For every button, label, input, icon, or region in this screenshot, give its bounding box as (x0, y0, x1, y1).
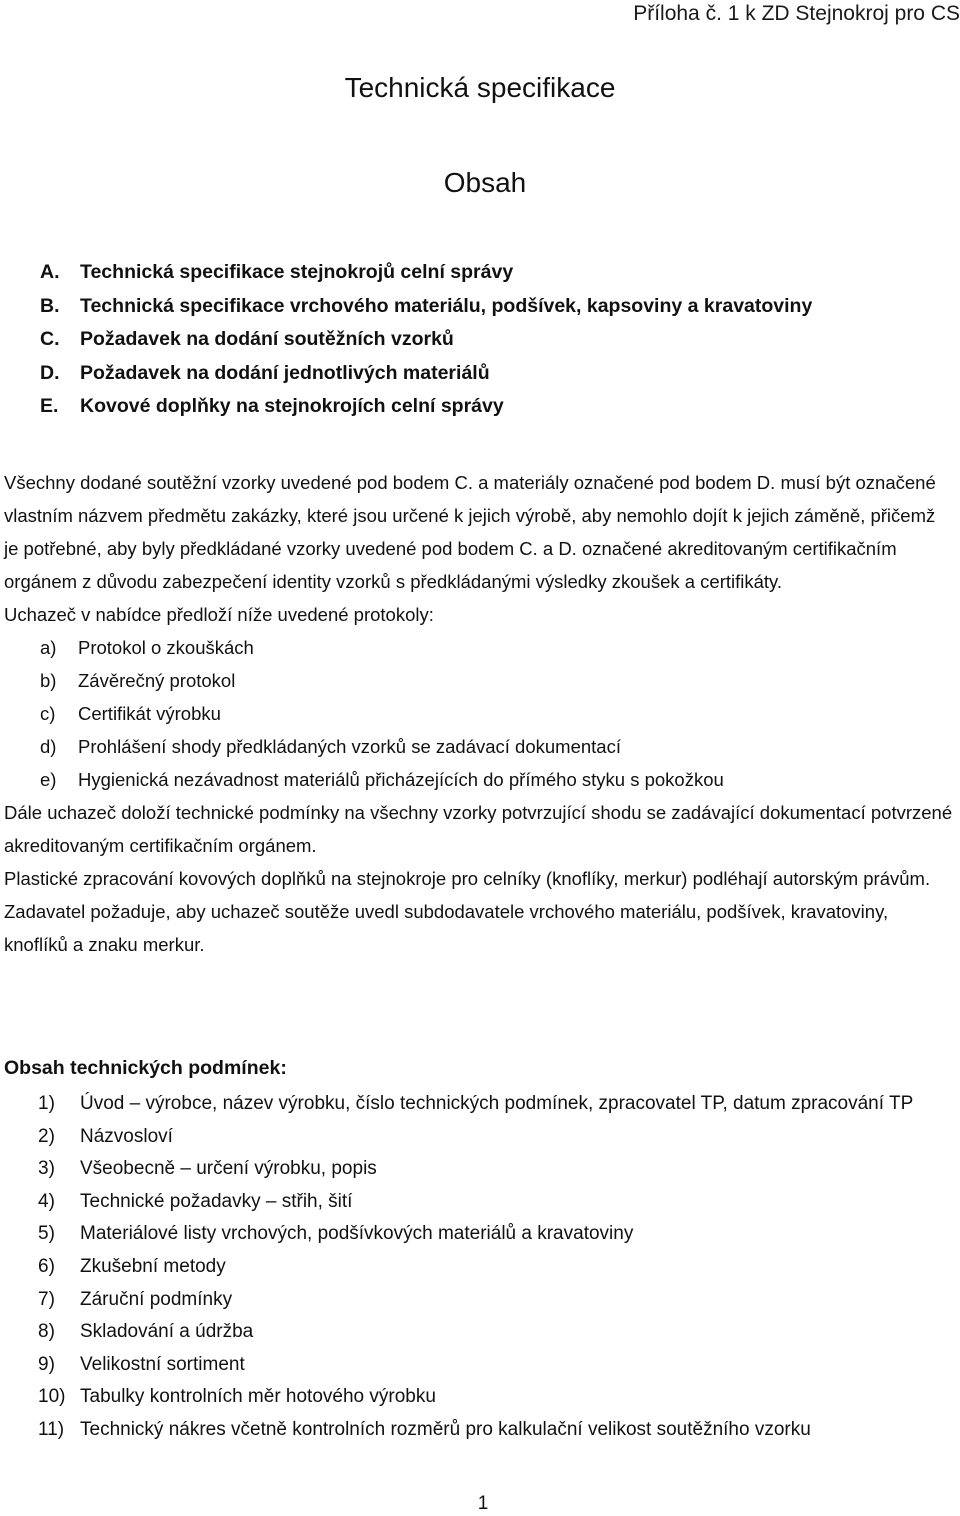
contents-text: Požadavek na dodání soutěžních vzorků (80, 328, 454, 350)
protocol-item (4, 730, 954, 763)
conditions-item (38, 1414, 938, 1447)
contents-marker: A. (40, 261, 60, 283)
conditions-text: Názvosloví (80, 1125, 173, 1147)
contents-item (40, 390, 812, 424)
contents-text: Kovové doplňky na stejnokrojích celní správy (80, 395, 504, 417)
conditions-text: Zkušební metody (80, 1255, 226, 1277)
conditions-text: Materiálové listy vrchových, podšívkových materiálů a kravatoviny (80, 1223, 634, 1245)
paragraph-samples: Všechny dodané soutěžní vzorky uvedené pod bodem C. a materiály označené pod bodem D. musí být označené vlastním názvem předmětu zakázky, které jsou určené k jejich výrobě, aby nemohlo dojít k jejich záměně, přičemž je potřebné, aby byly předkládané vzorky uvedené pod bodem C. a D. označené akreditovaným certifikačním orgánem z důvodu zabezpečení identity vzorků s předkládanými výsledky zkoušek a certifikáty. (4, 472, 936, 592)
protocol-marker: c) (40, 703, 56, 724)
protocol-text: Protokol o zkouškách (78, 637, 254, 658)
conditions-text: Technický nákres včetně kontrolních rozměrů pro kalkulační velikost soutěžního vzorku (80, 1418, 811, 1440)
protocol-text: Závěrečný protokol (78, 670, 236, 691)
contents-list (40, 256, 812, 424)
paragraph-subcontractors: Zadavatel požaduje, aby uchazeč soutěže uvedl subdodavatele vrchového materiálu, podšívek, kravatoviny, knoflíků a znaku merkur. (4, 901, 889, 955)
body-text (4, 466, 954, 961)
conditions-item (38, 1251, 938, 1284)
protocol-text: Certifikát výrobku (78, 703, 221, 724)
protocol-marker: e) (40, 769, 57, 790)
conditions-text: Úvod – výrobce, název výrobku, číslo technických podmínek, zpracovatel TP, datum zpracování TP (80, 1093, 914, 1114)
conditions-marker: 1) (38, 1093, 55, 1114)
conditions-heading: Obsah technických podmínek: (4, 1057, 287, 1079)
contents-marker: D. (40, 361, 60, 384)
contents-marker: E. (40, 395, 59, 417)
conditions-item (38, 1153, 938, 1186)
protocol-marker: a) (40, 637, 57, 658)
conditions-marker: 11) (38, 1418, 65, 1440)
contents-text: Požadavek na dodání jednotlivých materiálů (80, 361, 490, 384)
conditions-item (38, 1316, 938, 1349)
protocol-text: Hygienická nezávadnost materiálů přicházejících do přímého styku s pokožkou (78, 769, 724, 790)
conditions-text: Technické požadavky – střih, šití (80, 1190, 353, 1212)
conditions-item (38, 1088, 938, 1121)
contents-item (40, 357, 812, 391)
conditions-text: Velikostní sortiment (80, 1353, 245, 1375)
conditions-item (38, 1349, 938, 1382)
conditions-text: Skladování a údržba (80, 1321, 254, 1343)
paragraph-protocols-intro: Uchazeč v nabídce předloží níže uvedené protokoly: (4, 604, 434, 625)
contents-title: Obsah (443, 167, 527, 198)
conditions-item (38, 1121, 938, 1154)
conditions-marker: 5) (38, 1223, 55, 1245)
conditions-list (38, 1088, 938, 1447)
protocol-text: Prohlášení shody předkládaných vzorků se zadávací dokumentací (78, 736, 621, 757)
conditions-item (38, 1381, 938, 1414)
contents-item (40, 256, 812, 290)
protocol-list (4, 631, 954, 796)
contents-item (40, 323, 812, 357)
conditions-marker: 9) (38, 1353, 55, 1375)
conditions-marker: 2) (38, 1125, 55, 1147)
conditions-marker: 7) (38, 1288, 55, 1310)
conditions-marker: 8) (38, 1321, 55, 1343)
conditions-marker: 4) (38, 1190, 55, 1212)
contents-text: Technická specifikace vrchového materiálu, podšívek, kapsoviny a kravatoviny (80, 294, 813, 317)
conditions-text: Záruční podmínky (80, 1288, 233, 1310)
paragraph-technical-conditions: Dále uchazeč doloží technické podmínky na všechny vzorky potvrzující shodu se zadávající dokumentací potvrzené akreditovaným certifikačním orgánem. (4, 802, 953, 856)
conditions-item (38, 1284, 938, 1317)
protocol-item (4, 631, 954, 664)
annex-label: Příloha č. 1 k ZD Stejnokroj pro CS (633, 2, 960, 25)
contents-marker: B. (40, 294, 60, 317)
conditions-marker: 10) (38, 1386, 66, 1408)
page-title: Technická specifikace (344, 72, 616, 103)
protocol-item (4, 697, 954, 730)
conditions-item (38, 1218, 938, 1251)
contents-item (40, 290, 812, 324)
contents-text: Technická specifikace stejnokrojů celní správy (80, 261, 514, 283)
conditions-item (38, 1186, 938, 1219)
protocol-marker: b) (40, 670, 57, 691)
conditions-text: Všeobecně – určení výrobku, popis (80, 1158, 377, 1180)
protocol-item (4, 763, 954, 796)
conditions-marker: 6) (38, 1255, 55, 1277)
protocol-item (4, 664, 954, 697)
paragraph-copyright: Plastické zpracování kovových doplňků na stejnokroje pro celníky (knoflíky, merkur) podléhají autorským právům. (4, 868, 931, 889)
conditions-marker: 3) (38, 1158, 55, 1180)
page-number: 1 (477, 1493, 489, 1514)
contents-marker: C. (40, 328, 60, 350)
protocol-marker: d) (40, 736, 57, 757)
conditions-text: Tabulky kontrolních měr hotového výrobku (80, 1386, 436, 1408)
